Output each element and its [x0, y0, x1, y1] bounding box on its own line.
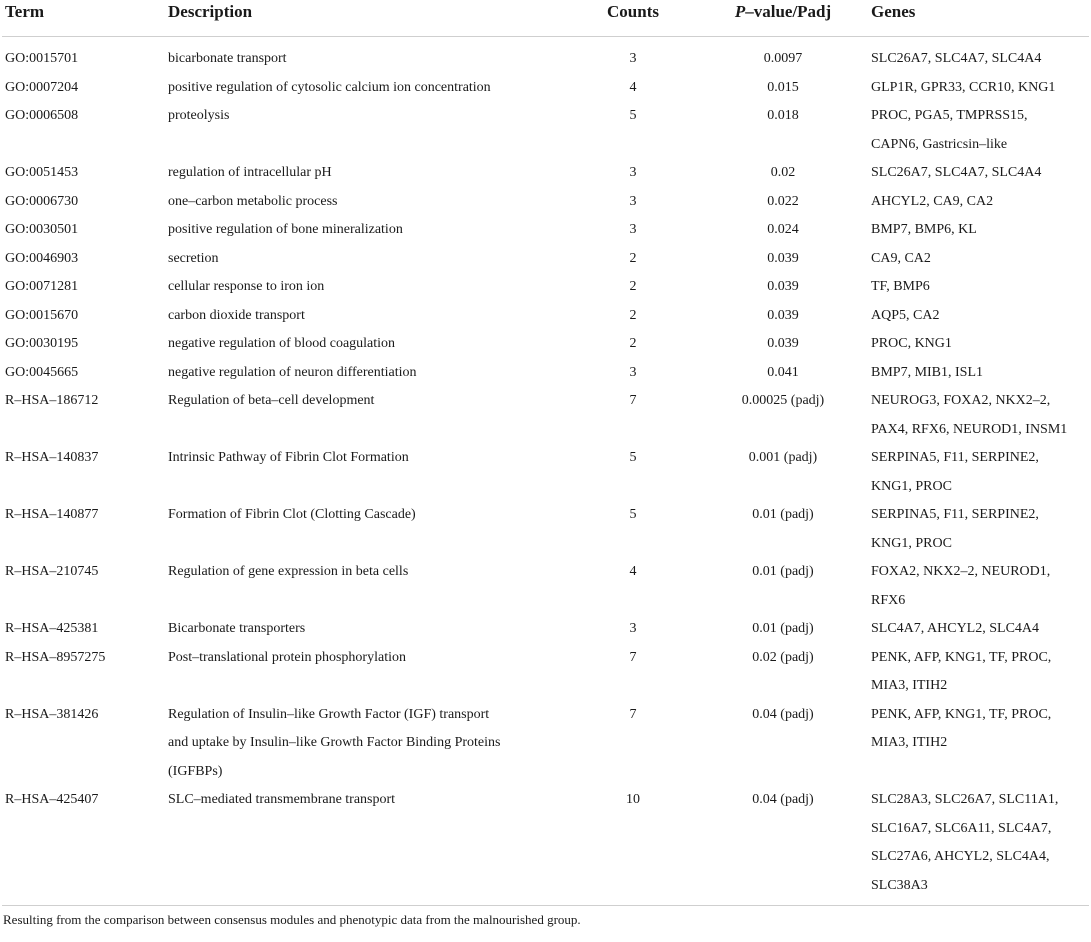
header-pvalue-italic: P — [734, 2, 746, 21]
cell-genes — [863, 273, 1089, 302]
cell-term: GO:0015701 — [5, 51, 79, 66]
header-term: Term — [5, 2, 45, 21]
cell-counts: 4 — [629, 564, 637, 579]
cell-counts: 3 — [629, 193, 637, 209]
cell-pvalue: 0.02 — [770, 165, 796, 180]
header-row — [2, 0, 1089, 37]
cell-description — [168, 644, 563, 701]
genes-line: SLC26A7, SLC4A7, SLC4A4 — [871, 165, 1042, 180]
genes-line: SERPINA5, F11, SERPINE2, — [871, 450, 1039, 465]
cell-pvalue: 0.04 (padj) — [752, 706, 814, 722]
header-pvalue — [703, 0, 863, 37]
cell-pvalue: 0.024 — [767, 222, 799, 237]
table-row — [2, 245, 1089, 274]
cell-description — [168, 701, 563, 787]
table-row — [2, 273, 1089, 302]
cell-pvalue: 0.018 — [767, 108, 799, 123]
description-line: one–carbon metabolic process — [168, 193, 338, 209]
genes-line: PENK, AFP, KNG1, TF, PROC, — [871, 706, 1052, 722]
cell-term: R–HSA–425381 — [5, 621, 99, 636]
description-line: bicarbonate transport — [168, 51, 287, 66]
genes-line: SERPINA5, F11, SERPINE2, — [871, 507, 1039, 522]
table-header — [2, 0, 1089, 37]
cell-term: GO:0030195 — [5, 336, 79, 351]
cell-term: GO:0006508 — [5, 108, 79, 123]
description-line: (IGFBPs) — [168, 763, 223, 779]
enrichment-table — [2, 0, 1089, 906]
description-line: cellular response to iron ion — [168, 279, 325, 294]
cell-description — [168, 444, 563, 501]
description-line: positive regulation of cytosolic calcium ion concentration — [168, 79, 491, 95]
genes-line: SLC4A7, AHCYL2, SLC4A4 — [871, 621, 1040, 636]
table-row — [2, 330, 1089, 359]
description-line: SLC–mediated transmembrane transport — [168, 792, 396, 807]
cell-pvalue: 0.015 — [767, 79, 799, 95]
cell-counts: 5 — [629, 108, 637, 123]
cell-counts: 3 — [629, 222, 637, 237]
cell-counts: 2 — [629, 279, 637, 294]
genes-line: SLC16A7, SLC6A11, SLC4A7, — [871, 820, 1052, 836]
cell-genes — [863, 359, 1089, 388]
cell-genes — [863, 387, 1089, 444]
cell-genes — [863, 701, 1089, 787]
genes-line: SLC38A3 — [871, 877, 928, 893]
cell-description — [168, 387, 563, 444]
table-row — [2, 216, 1089, 245]
cell-genes — [863, 302, 1089, 331]
table-row — [2, 644, 1089, 701]
description-line: Regulation of beta–cell development — [168, 393, 375, 408]
cell-genes — [863, 159, 1089, 188]
cell-genes — [863, 444, 1089, 501]
table-row — [2, 37, 1089, 74]
description-line: secretion — [168, 250, 219, 266]
cell-description — [168, 273, 563, 302]
description-line: and uptake by Insulin–like Growth Factor Binding Proteins — [168, 735, 501, 750]
cell-term: GO:0045665 — [5, 364, 79, 380]
header-description: Description — [168, 2, 253, 21]
cell-description — [168, 188, 563, 217]
description-line: negative regulation of blood coagulation — [168, 336, 396, 351]
cell-genes — [863, 245, 1089, 274]
cell-term: GO:0046903 — [5, 250, 79, 266]
cell-term: GO:0030501 — [5, 222, 79, 237]
cell-term: R–HSA–8957275 — [5, 649, 106, 665]
cell-genes — [863, 501, 1089, 558]
genes-line: MIA3, ITIH2 — [871, 678, 948, 693]
description-line: Regulation of Insulin–like Growth Factor (IGF) transport — [168, 706, 490, 722]
cell-genes — [863, 102, 1089, 159]
cell-genes — [863, 37, 1089, 74]
cell-counts: 2 — [629, 336, 637, 351]
genes-line: NEUROG3, FOXA2, NKX2–2, — [871, 393, 1051, 408]
cell-pvalue: 0.01 (padj) — [752, 564, 814, 579]
genes-line: AQP5, CA2 — [871, 307, 940, 323]
cell-pvalue: 0.039 — [767, 336, 799, 351]
genes-line: TF, BMP6 — [871, 279, 930, 294]
cell-description — [168, 102, 563, 159]
cell-genes — [863, 558, 1089, 615]
cell-genes — [863, 330, 1089, 359]
cell-term: R–HSA–140877 — [5, 507, 99, 522]
genes-line: SLC28A3, SLC26A7, SLC11A1, — [871, 792, 1059, 807]
description-line: negative regulation of neuron differentiation — [168, 364, 417, 380]
header-counts: Counts — [607, 2, 659, 21]
cell-term: R–HSA–425407 — [5, 792, 99, 807]
cell-pvalue: 0.02 (padj) — [752, 649, 814, 665]
header-pvalue-rest: –value/Padj — [745, 2, 832, 21]
description-line: positive regulation of bone mineralization — [168, 222, 403, 237]
cell-description — [168, 302, 563, 331]
table-row — [2, 74, 1089, 103]
genes-line: BMP7, MIB1, ISL1 — [871, 364, 984, 380]
description-line: Bicarbonate transporters — [168, 621, 306, 636]
cell-counts: 2 — [629, 307, 637, 323]
genes-line: PROC, PGA5, TMPRSS15, — [871, 108, 1028, 123]
table-footnote: Resulting from the comparison between consensus modules and phenotypic data from the malnourished group. — [3, 912, 581, 927]
table-row — [2, 359, 1089, 388]
genes-line: SLC27A6, AHCYL2, SLC4A4, — [871, 849, 1050, 864]
genes-line: PENK, AFP, KNG1, TF, PROC, — [871, 649, 1052, 665]
cell-term: GO:0007204 — [5, 79, 79, 95]
cell-description — [168, 615, 563, 644]
cell-description — [168, 37, 563, 74]
cell-term: GO:0071281 — [5, 279, 79, 294]
genes-line: GLP1R, GPR33, CCR10, KNG1 — [871, 79, 1056, 95]
cell-pvalue: 0.041 — [767, 364, 799, 380]
cell-term: R–HSA–140837 — [5, 450, 99, 465]
cell-pvalue: 0.022 — [767, 193, 799, 209]
description-line: Regulation of gene expression in beta cells — [168, 564, 409, 579]
cell-pvalue: 0.01 (padj) — [752, 507, 814, 522]
description-line: Post–translational protein phosphorylation — [168, 649, 406, 665]
cell-term: GO:0051453 — [5, 165, 79, 180]
table-row — [2, 501, 1089, 558]
cell-counts: 4 — [629, 79, 637, 95]
genes-line: MIA3, ITIH2 — [871, 735, 948, 750]
cell-term: GO:0015670 — [5, 307, 79, 323]
header-genes: Genes — [871, 2, 916, 21]
cell-description — [168, 330, 563, 359]
cell-pvalue: 0.039 — [767, 250, 799, 266]
genes-line: AHCYL2, CA9, CA2 — [871, 193, 994, 209]
genes-line: CA9, CA2 — [871, 250, 931, 266]
cell-genes — [863, 216, 1089, 245]
cell-pvalue: 0.039 — [767, 279, 799, 294]
genes-line: KNG1, PROC — [871, 535, 952, 551]
genes-line: CAPN6, Gastricsin–like — [871, 136, 1008, 152]
cell-pvalue: 0.0097 — [763, 51, 803, 66]
table-row — [2, 444, 1089, 501]
description-line: regulation of intracellular pH — [168, 165, 332, 180]
cell-term: R–HSA–381426 — [5, 706, 99, 722]
genes-line: PROC, KNG1 — [871, 336, 952, 351]
cell-counts: 2 — [629, 250, 637, 266]
cell-counts: 7 — [629, 393, 637, 408]
description-line: carbon dioxide transport — [168, 307, 305, 323]
cell-description — [168, 501, 563, 558]
genes-line: BMP7, BMP6, KL — [871, 222, 977, 237]
description-line: Formation of Fibrin Clot (Clotting Cascade) — [168, 507, 416, 522]
genes-line: SLC26A7, SLC4A7, SLC4A4 — [871, 51, 1042, 66]
table-row — [2, 786, 1089, 906]
cell-description — [168, 558, 563, 615]
table-row — [2, 302, 1089, 331]
cell-pvalue: 0.04 (padj) — [752, 792, 814, 807]
cell-description — [168, 245, 563, 274]
cell-counts: 10 — [626, 792, 640, 807]
table-row — [2, 188, 1089, 217]
cell-term: R–HSA–186712 — [5, 393, 99, 408]
cell-counts: 5 — [629, 507, 637, 522]
table-body — [2, 37, 1089, 906]
cell-genes — [863, 188, 1089, 217]
cell-counts: 3 — [629, 364, 637, 380]
cell-term: GO:0006730 — [5, 193, 79, 209]
cell-genes — [863, 615, 1089, 644]
genes-line: KNG1, PROC — [871, 478, 952, 494]
cell-counts: 3 — [629, 51, 637, 66]
cell-description — [168, 786, 563, 906]
table-row — [2, 387, 1089, 444]
genes-line: PAX4, RFX6, NEUROD1, INSM1 — [871, 421, 1068, 437]
genes-line: RFX6 — [871, 592, 906, 608]
cell-counts: 5 — [629, 450, 637, 465]
cell-pvalue: 0.039 — [767, 307, 799, 323]
table-row — [2, 159, 1089, 188]
cell-genes — [863, 74, 1089, 103]
cell-counts: 7 — [629, 706, 637, 722]
table-row — [2, 102, 1089, 159]
description-line: Intrinsic Pathway of Fibrin Clot Formation — [168, 450, 409, 465]
cell-description — [168, 216, 563, 245]
cell-description — [168, 159, 563, 188]
table-row — [2, 615, 1089, 644]
table-row — [2, 558, 1089, 615]
cell-pvalue: 0.00025 (padj) — [741, 393, 825, 408]
cell-genes — [863, 786, 1089, 906]
cell-description — [168, 359, 563, 388]
cell-genes — [863, 644, 1089, 701]
table-row — [2, 701, 1089, 787]
cell-counts: 3 — [629, 621, 637, 636]
cell-counts: 7 — [629, 649, 637, 665]
cell-pvalue: 0.001 (padj) — [748, 450, 818, 465]
genes-line: FOXA2, NKX2–2, NEUROD1, — [871, 564, 1051, 579]
cell-pvalue: 0.01 (padj) — [752, 621, 814, 636]
description-line: proteolysis — [168, 108, 230, 123]
cell-term: R–HSA–210745 — [5, 564, 99, 579]
cell-counts: 3 — [629, 165, 637, 180]
cell-description — [168, 74, 563, 103]
